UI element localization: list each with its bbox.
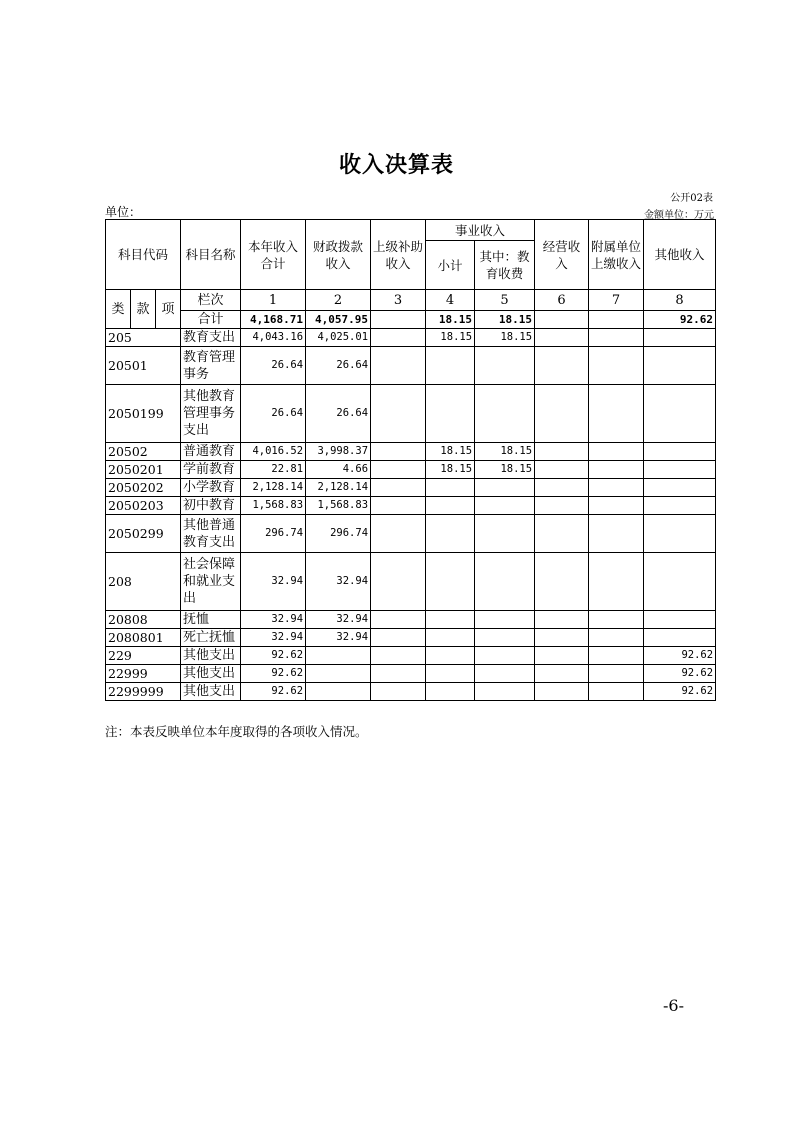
row-c5 (475, 347, 535, 385)
row-c2: 4,025.01 (306, 329, 371, 347)
row-c2: 3,998.37 (306, 443, 371, 461)
row-c4 (426, 647, 475, 665)
row-c2: 1,568.83 (306, 497, 371, 515)
row-c3 (371, 647, 426, 665)
header-column-index: 栏次 (181, 290, 241, 311)
row-c8 (644, 629, 716, 647)
table-row (106, 461, 716, 479)
row-code: 2050202 (106, 479, 181, 497)
row-c7 (589, 497, 644, 515)
row-c7 (589, 665, 644, 683)
row-c2: 2,128.14 (306, 479, 371, 497)
row-name: 小学教育 (181, 479, 241, 497)
row-c4 (426, 683, 475, 701)
header-subject-code: 科目代码 (106, 220, 181, 290)
row-c3 (371, 683, 426, 701)
row-name: 其他支出 (181, 665, 241, 683)
row-code: 2050299 (106, 515, 181, 553)
row-code: 20501 (106, 347, 181, 385)
row-c6 (535, 479, 589, 497)
row-name: 死亡抚恤 (181, 629, 241, 647)
row-c5 (475, 647, 535, 665)
row-c7 (589, 611, 644, 629)
header-edu-fees: 其中：教育收费 (475, 241, 535, 290)
row-c8 (644, 461, 716, 479)
col-number-6: 6 (535, 290, 589, 311)
row-c2 (306, 683, 371, 701)
income-table (105, 219, 716, 701)
row-code: 2080801 (106, 629, 181, 647)
row-c3 (371, 385, 426, 443)
row-name: 抚恤 (181, 611, 241, 629)
footnote: 注：本表反映单位本年度取得的各项收入情况。 (105, 724, 368, 739)
header-fiscal-appropriation: 财政拨款收入 (306, 220, 371, 290)
header-operating-income: 经营收入 (535, 220, 589, 290)
row-c1: 92.62 (241, 665, 306, 683)
header-other-income: 其他收入 (644, 220, 716, 290)
row-name: 其他支出 (181, 647, 241, 665)
row-code: 2050199 (106, 385, 181, 443)
table-row (106, 629, 716, 647)
amount-unit: 金额单位：万元 (644, 210, 714, 221)
row-c1: 1,568.83 (241, 497, 306, 515)
header-subject-name: 科目名称 (181, 220, 241, 290)
row-name: 其他支出 (181, 683, 241, 701)
row-c3 (371, 461, 426, 479)
row-c3 (371, 553, 426, 611)
row-c2 (306, 647, 371, 665)
row-c2 (306, 665, 371, 683)
row-c6 (535, 611, 589, 629)
row-name: 初中教育 (181, 497, 241, 515)
row-c5 (475, 497, 535, 515)
row-c5: 18.15 (475, 461, 535, 479)
row-c5: 18.15 (475, 443, 535, 461)
row-name: 教育管理事务 (181, 347, 241, 385)
row-code: 20502 (106, 443, 181, 461)
table-row (106, 683, 716, 701)
row-c4: 18.15 (426, 329, 475, 347)
header-superior-subsidy: 上级补助收入 (371, 220, 426, 290)
row-name: 社会保障和就业支出 (181, 553, 241, 611)
row-c8 (644, 515, 716, 553)
total-operating-income (535, 311, 589, 329)
row-c3 (371, 611, 426, 629)
table-row (106, 647, 716, 665)
col-number-3: 3 (371, 290, 426, 311)
row-c7 (589, 553, 644, 611)
table-row (106, 515, 716, 553)
row-code: 208 (106, 553, 181, 611)
total-annual-income: 4,168.71 (241, 311, 306, 329)
row-c6 (535, 553, 589, 611)
form-code: 公开02表 (670, 193, 713, 204)
row-c5 (475, 385, 535, 443)
row-c2: 296.74 (306, 515, 371, 553)
row-c5 (475, 611, 535, 629)
row-c6 (535, 515, 589, 553)
row-c2: 32.94 (306, 611, 371, 629)
total-edu-fees: 18.15 (475, 311, 535, 329)
col-number-8: 8 (644, 290, 716, 311)
row-c1: 92.62 (241, 683, 306, 701)
row-c4: 18.15 (426, 461, 475, 479)
header-annual-income-total: 本年收入合计 (241, 220, 306, 290)
row-code: 229 (106, 647, 181, 665)
row-c6 (535, 443, 589, 461)
row-c4 (426, 479, 475, 497)
row-name: 普通教育 (181, 443, 241, 461)
row-c8 (644, 443, 716, 461)
row-c7 (589, 329, 644, 347)
row-c1: 4,016.52 (241, 443, 306, 461)
row-c3 (371, 443, 426, 461)
row-c8 (644, 497, 716, 515)
col-number-5: 5 (475, 290, 535, 311)
table-row (106, 611, 716, 629)
row-c8 (644, 347, 716, 385)
row-c1: 26.64 (241, 347, 306, 385)
row-code: 20808 (106, 611, 181, 629)
row-name: 教育支出 (181, 329, 241, 347)
row-c5 (475, 683, 535, 701)
row-c1: 22.81 (241, 461, 306, 479)
header-affiliated-unit: 附属单位上缴收入 (589, 220, 644, 290)
row-code: 2050203 (106, 497, 181, 515)
row-c4 (426, 665, 475, 683)
row-c1: 26.64 (241, 385, 306, 443)
header-xiang: 项 (156, 290, 181, 329)
header-subtotal: 小计 (426, 241, 475, 290)
row-c8: 92.62 (644, 665, 716, 683)
row-c5 (475, 665, 535, 683)
row-c7 (589, 347, 644, 385)
row-c2: 32.94 (306, 553, 371, 611)
row-c6 (535, 461, 589, 479)
row-c2: 32.94 (306, 629, 371, 647)
header-business-income: 事业收入 (426, 220, 535, 241)
row-c2: 26.64 (306, 385, 371, 443)
col-number-7: 7 (589, 290, 644, 311)
row-c4 (426, 347, 475, 385)
row-c7 (589, 461, 644, 479)
row-c7 (589, 683, 644, 701)
row-c5: 18.15 (475, 329, 535, 347)
row-c4 (426, 611, 475, 629)
unit-label: 单位： (105, 205, 142, 219)
row-c3 (371, 665, 426, 683)
row-c6 (535, 385, 589, 443)
total-superior-subsidy (371, 311, 426, 329)
row-c1: 2,128.14 (241, 479, 306, 497)
table-row (106, 497, 716, 515)
row-c7 (589, 385, 644, 443)
table-row (106, 665, 716, 683)
row-c4: 18.15 (426, 443, 475, 461)
row-c8: 92.62 (644, 647, 716, 665)
row-c6 (535, 647, 589, 665)
header-lei: 类 (106, 290, 131, 329)
income-table-wrapper (105, 219, 715, 701)
total-affiliated-unit (589, 311, 644, 329)
row-c1: 296.74 (241, 515, 306, 553)
row-c3 (371, 479, 426, 497)
row-c6 (535, 665, 589, 683)
total-fiscal-appropriation: 4,057.95 (306, 311, 371, 329)
row-c1: 4,043.16 (241, 329, 306, 347)
row-c1: 32.94 (241, 629, 306, 647)
row-c4 (426, 497, 475, 515)
row-name: 学前教育 (181, 461, 241, 479)
table-row (106, 553, 716, 611)
row-c7 (589, 479, 644, 497)
table-row (106, 385, 716, 443)
row-c2: 26.64 (306, 347, 371, 385)
row-c8 (644, 329, 716, 347)
row-c6 (535, 683, 589, 701)
row-code: 2299999 (106, 683, 181, 701)
total-label: 合计 (181, 311, 241, 329)
col-number-4: 4 (426, 290, 475, 311)
row-c2: 4.66 (306, 461, 371, 479)
row-c1: 92.62 (241, 647, 306, 665)
row-c6 (535, 629, 589, 647)
header-kuan: 款 (131, 290, 156, 329)
table-row (106, 479, 716, 497)
total-row (106, 311, 716, 329)
row-c7 (589, 629, 644, 647)
total-subtotal: 18.15 (426, 311, 475, 329)
row-c6 (535, 497, 589, 515)
table-row (106, 329, 716, 347)
row-code: 2050201 (106, 461, 181, 479)
row-name: 其他教育管理事务支出 (181, 385, 241, 443)
row-c5 (475, 553, 535, 611)
col-number-2: 2 (306, 290, 371, 311)
row-c4 (426, 515, 475, 553)
table-row (106, 347, 716, 385)
row-c7 (589, 515, 644, 553)
row-c7 (589, 647, 644, 665)
col-number-1: 1 (241, 290, 306, 311)
row-c5 (475, 515, 535, 553)
row-c3 (371, 515, 426, 553)
row-c1: 32.94 (241, 611, 306, 629)
row-c5 (475, 479, 535, 497)
row-c4 (426, 553, 475, 611)
row-c3 (371, 629, 426, 647)
row-c7 (589, 443, 644, 461)
row-c8 (644, 479, 716, 497)
row-code: 205 (106, 329, 181, 347)
row-c6 (535, 347, 589, 385)
row-c3 (371, 497, 426, 515)
row-c6 (535, 329, 589, 347)
row-c8 (644, 385, 716, 443)
row-c8: 92.62 (644, 683, 716, 701)
table-row (106, 443, 716, 461)
row-code: 22999 (106, 665, 181, 683)
row-name: 其他普通教育支出 (181, 515, 241, 553)
row-c1: 32.94 (241, 553, 306, 611)
page-number: -6- (663, 996, 684, 1015)
row-c4 (426, 629, 475, 647)
row-c5 (475, 629, 535, 647)
row-c3 (371, 329, 426, 347)
total-other-income: 92.62 (644, 311, 716, 329)
row-c4 (426, 385, 475, 443)
row-c8 (644, 553, 716, 611)
row-c8 (644, 611, 716, 629)
row-c3 (371, 347, 426, 385)
page-title: 收入决算表 (338, 152, 454, 178)
